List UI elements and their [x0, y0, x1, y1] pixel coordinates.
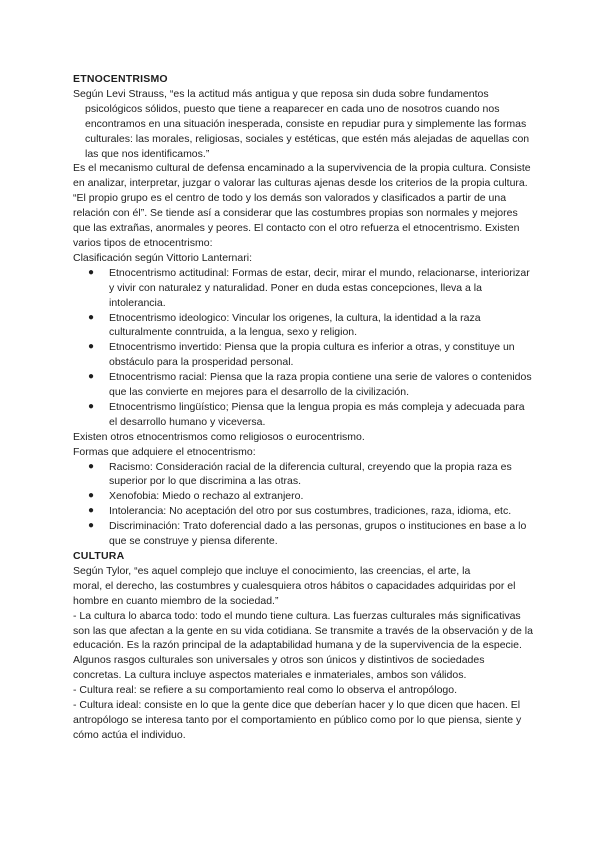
culture-point-ideal: - Cultura ideal: consiste en lo que la gente dice que deberían hacer y lo que dicen que hacen. El antropólogo se interesa tanto por el comportamiento en público como por lo que piensa, siente y cómo actúa el individuo.	[73, 699, 522, 741]
bullet-icon: ●	[88, 266, 95, 278]
list-item: ● Etnocentrismo lingüístico; Piensa que la lengua propia es más compleja y adecuada para el desarrollo humano y viceversa.	[88, 400, 525, 428]
levi-strauss-quote-rest: psicológicos sólidos, puesto que tiene a reaparecer en cada uno de nosotros cuando nos encontramos en una situación inesperada, consiste en repudiar pura y simplemente las formas culturales: las morales, religiosas, sociales y estéticas, que estén más alejadas de aquellas con las que nos identificamos.”	[85, 102, 530, 160]
classification-label: Clasificación según Vittorio Lanternari:	[73, 251, 252, 264]
list-item: ● Etnocentrismo ideologico: Vincular los origenes, la cultura, la identidad a la raza culturalmente conntruida, a la lengua, sexo y religion.	[88, 311, 481, 339]
heading-etnocentrismo: ETNOCENTRISMO	[73, 73, 168, 85]
heading-cultura: CULTURA	[73, 550, 125, 562]
list-item: ● Racismo: Consideración racial de la diferencia cultural, creyendo que la propia raza es superior por lo que discrimina a las otras.	[88, 460, 512, 488]
bullet-icon: ●	[88, 400, 95, 412]
bullet-icon: ●	[88, 311, 95, 323]
list-item: ● Intolerancia: No aceptación del otro por sus costumbres, tradiciones, raza, idioma, etc.	[88, 505, 512, 518]
bullet-icon: ●	[88, 341, 95, 353]
ethnocentrism-forms-list	[73, 460, 533, 549]
document-body	[73, 72, 533, 743]
forms-label: Formas que adquiere el etnocentrismo:	[73, 445, 256, 458]
bullet-icon: ●	[88, 505, 95, 517]
list-item: ● Etnocentrismo invertido: Piensa que la propia cultura es inferior a otras, y constituye un obstáculo para la prosperidad personal.	[88, 341, 515, 369]
other-ethnocentrisms-text: Existen otros etnocentrismos como religiosos o eurocentrismo.	[73, 430, 365, 443]
bullet-icon: ●	[88, 460, 95, 472]
levi-strauss-quote-first-line: Según Levi Strauss, “es la actitud más antigua y que reposa sin duda sobre fundamentos	[73, 87, 489, 100]
list-item: ● Discriminación: Trato doferencial dado a las personas, grupos o instituciones en base a lo que se construye y piensa diferente.	[88, 520, 527, 548]
bullet-icon: ●	[88, 371, 95, 383]
list-item: ● Etnocentrismo actitudinal: Formas de estar, decir, mirar el mundo, relacionarse, interiorizar y vivir con naturalez y naturalidad. Poner en duda estas concepciones, lleva a la intolerancia.	[88, 266, 530, 309]
ethnocentrism-types-list	[73, 266, 533, 430]
list-item: ● Xenofobia: Miedo o rechazo al extranjero.	[88, 490, 304, 503]
tylor-quote-rest: moral, el derecho, las costumbres y cualesquiera otros hábitos o capacidades adquiridas por el hombre en cuanto miembro de la sociedad.”	[73, 579, 516, 607]
defense-mechanism-paragraph: Es el mecanismo cultural de defensa encaminado a la supervivencia de la propia cultura. Consiste en analizar, interpretar, juzgar o valorar las culturas ajenas desde los criterios de la propia cultura. “El propio grupo es el centro de todo y los demás son valorados y clasificados a partir de una relación con él”. Se tiende así a considerar que las costumbres propias son normales y mejores que las extrañas, anormales y peores. El contacto con el otro refuerza el etnocentrismo. Existen varios tipos de etnocentrismo:	[73, 162, 531, 249]
list-item: ● Etnocentrismo racial: Piensa que la raza propia contiene una serie de valores o contenidos que las convierte en mejores para el desarrollo de la civilización.	[88, 371, 532, 399]
culture-point-real: - Cultura real: se refiere a su comportamiento real como lo observa el antropólogo.	[73, 684, 458, 697]
bullet-icon: ●	[88, 520, 95, 532]
tylor-quote-first-line: Según Tylor, “es aquel complejo que incluye el conocimiento, las creencias, el arte, la	[73, 564, 471, 577]
culture-point-all-encompassing: - La cultura lo abarca todo: todo el mundo tiene cultura. Las fuerzas culturales más significativas son las que afectan a la gente en su vida cotidiana. Se transmite a través de la observación y de la educación. Es la razón principal de la adaptabilidad humana y de la supervivencia de la especie. Algunos rasgos culturales son universales y otros son únicos y distintivos de sociedades concretas. La cultura incluye aspectos materiales e inmateriales, ambos son válidos.	[73, 609, 533, 682]
bullet-icon: ●	[88, 490, 95, 502]
